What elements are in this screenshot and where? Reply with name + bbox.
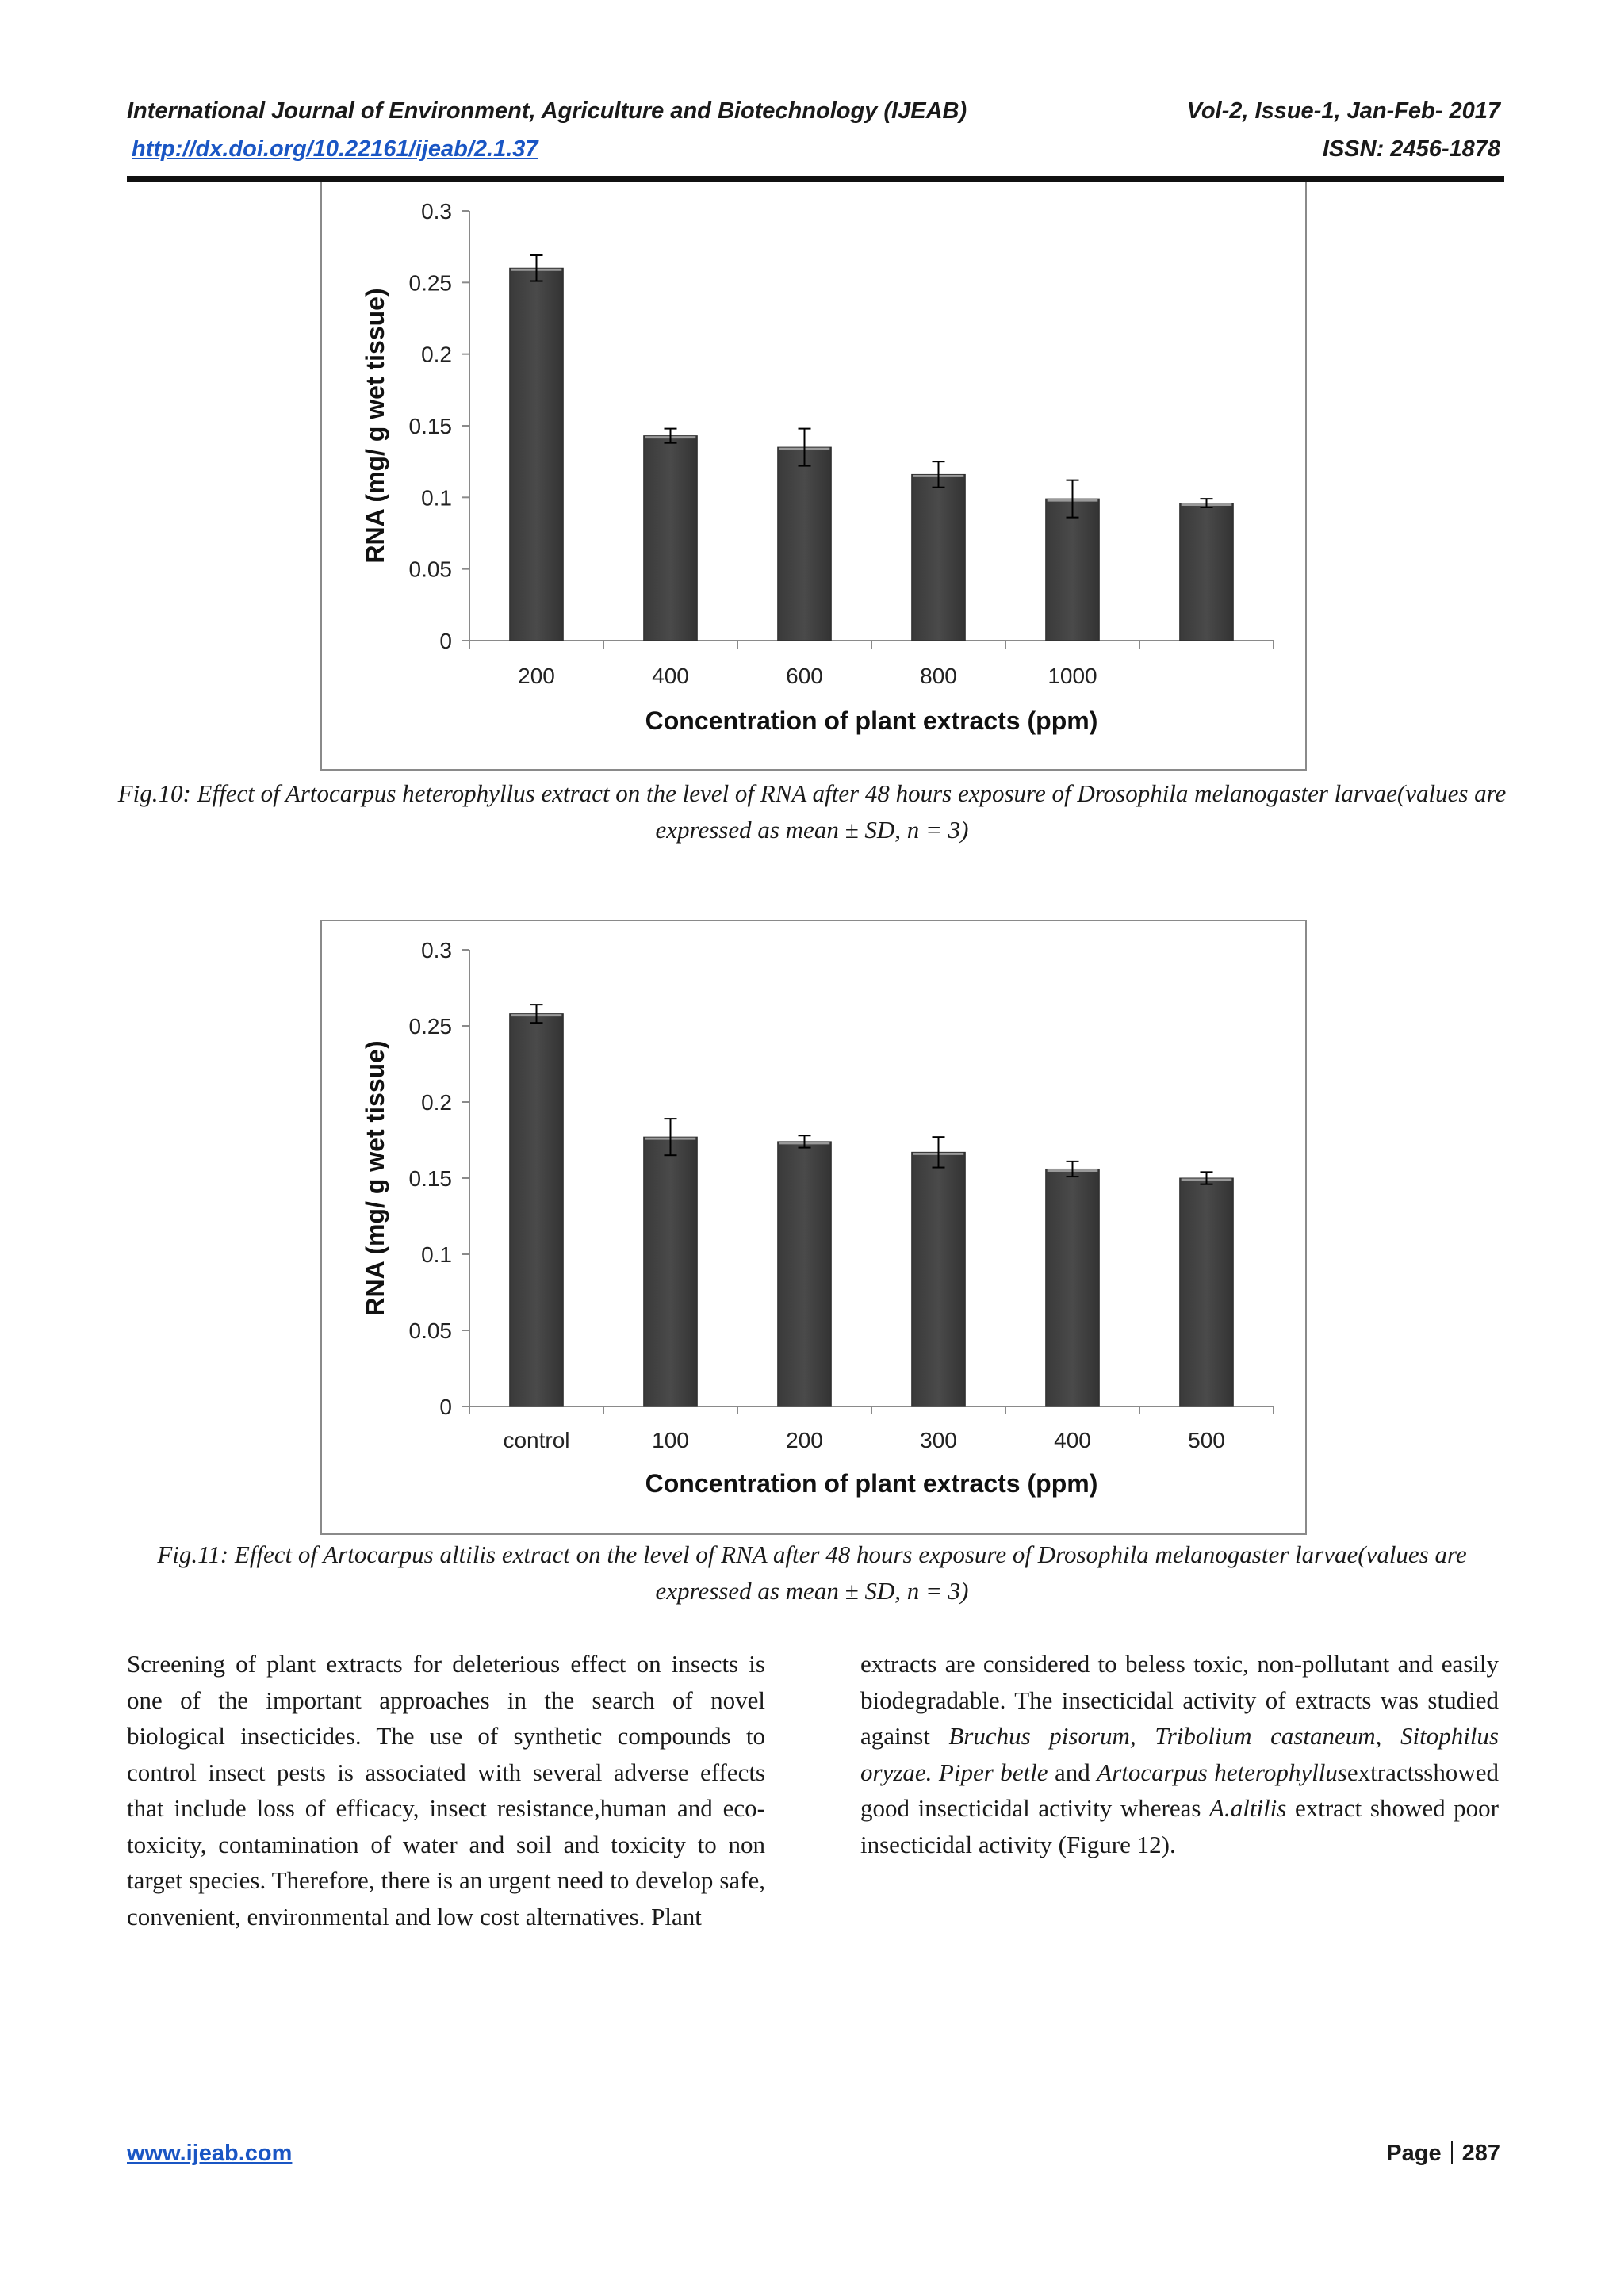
figure-11-caption: Fig.11: Effect of Artocarpus altilis extract on the level of RNA after 48 hours exposure of Drosophila melanogaster larvae(values are expressed as mean ± SD, n = 3)	[157, 1540, 1467, 1605]
bar	[912, 1152, 966, 1406]
bar	[778, 1142, 832, 1406]
x-tick-label: control	[503, 1428, 570, 1452]
bar	[510, 1014, 564, 1406]
x-tick-label: 200	[518, 664, 555, 688]
y-tick-label: 0.3	[421, 938, 452, 962]
y-tick-label: 0.1	[421, 485, 452, 511]
species-names: Bruchus pisorum, Tribolium castaneum	[948, 1722, 1376, 1750]
bar	[1180, 1178, 1234, 1406]
body-text: ,	[1375, 1722, 1400, 1750]
y-tick-label: 0.05	[408, 1318, 452, 1343]
y-tick-label: 0.15	[408, 414, 452, 438]
figure-11-svg	[322, 921, 1305, 1533]
body-left-column: Screening of plant extracts for deleterious effect on insects is one of the important approaches in the search of novel biological insecticides. The use of synthetic compounds to control insect pests is associated with several adverse effects that include loss of efficacy, insect resistance,human and eco-toxicity, contamination of water and soil and toxicity to non target species. Therefore, there is an urgent need to develop safe, convenient, environmental and low cost alternatives. Plant	[127, 1650, 765, 1931]
issn: ISSN: 2456-1878	[1322, 136, 1500, 162]
body-right-column	[860, 1646, 1499, 1862]
figure-10-svg	[322, 182, 1305, 769]
body-text: extract showed poor insecticidal activity (Figure 12).	[860, 1794, 1499, 1858]
footer-website-link[interactable]: www.ijeab.com	[127, 2141, 293, 2166]
figure-10-chart	[320, 182, 1307, 771]
x-tick-label: 400	[1054, 1428, 1091, 1452]
x-tick-label: 200	[786, 1428, 823, 1452]
bar	[1180, 503, 1234, 641]
x-tick-label: 100	[652, 1428, 689, 1452]
y-tick-label: 0.15	[408, 1166, 452, 1191]
volume-info: Vol-2, Issue-1, Jan-Feb- 2017	[1186, 98, 1500, 124]
x-tick-label: 600	[786, 664, 823, 688]
body-text: extracts are considered to beless toxic, non-pollutant and easily biodegradable. The insecticidal activity of extracts was studied against	[860, 1650, 1499, 1750]
x-axis-title: Concentration of plant extracts (ppm)	[645, 706, 1098, 735]
page-label: Page	[1386, 2141, 1442, 2166]
header-rule	[127, 176, 1504, 182]
body-text: extractsshowed good insecticidal activity whereas	[860, 1758, 1500, 1822]
x-tick-label: 300	[920, 1428, 957, 1452]
y-tick-label: 0.25	[408, 270, 452, 296]
x-tick-label: 400	[652, 664, 689, 688]
figure-11-chart	[320, 920, 1307, 1535]
species-names: A.altilis	[1209, 1794, 1287, 1822]
bar	[778, 447, 832, 641]
page-separator	[1451, 2141, 1453, 2164]
y-tick-label: 0.2	[421, 342, 452, 367]
y-axis-title: RNA (mg/ g wet tissue)	[361, 288, 389, 564]
body-text: and	[1048, 1758, 1097, 1786]
y-tick-label: 0.2	[421, 1090, 452, 1115]
bar	[1046, 499, 1100, 641]
y-tick-label: 0.05	[408, 557, 452, 582]
x-tick-label: 500	[1188, 1428, 1225, 1452]
y-axis-title: RNA (mg/ g wet tissue)	[361, 1040, 389, 1316]
species-names: Artocarpus heterophyllus	[1097, 1758, 1347, 1786]
x-tick-label: 1000	[1048, 664, 1097, 688]
x-tick-label: 800	[920, 664, 957, 688]
y-tick-label: 0.1	[421, 1242, 452, 1267]
y-tick-label: 0	[439, 1395, 452, 1419]
page-number	[1386, 2141, 1500, 2167]
y-tick-label: 0.25	[408, 1014, 452, 1039]
page-number-value: 287	[1461, 2141, 1500, 2166]
bar	[644, 436, 698, 641]
bar	[510, 268, 564, 641]
y-tick-label: 0.3	[421, 199, 452, 224]
bar	[644, 1137, 698, 1406]
y-tick-label: 0	[439, 629, 452, 653]
figure-10-caption: Fig.10: Effect of Artocarpus heterophyllus extract on the level of RNA after 48 hours exposure of Drosophila melanogaster larvae(values are expressed as mean ± SD, n = 3)	[117, 779, 1507, 844]
doi-link[interactable]: http://dx.doi.org/10.22161/ijeab/2.1.37	[132, 136, 538, 162]
x-axis-title: Concentration of plant extracts (ppm)	[645, 1469, 1098, 1498]
bar	[912, 474, 966, 641]
bar	[1046, 1169, 1100, 1406]
journal-title: International Journal of Environment, Agriculture and Biotechnology (IJEAB)	[127, 98, 967, 124]
species-names: Sitophilus oryzae. Piper betle	[860, 1722, 1499, 1786]
